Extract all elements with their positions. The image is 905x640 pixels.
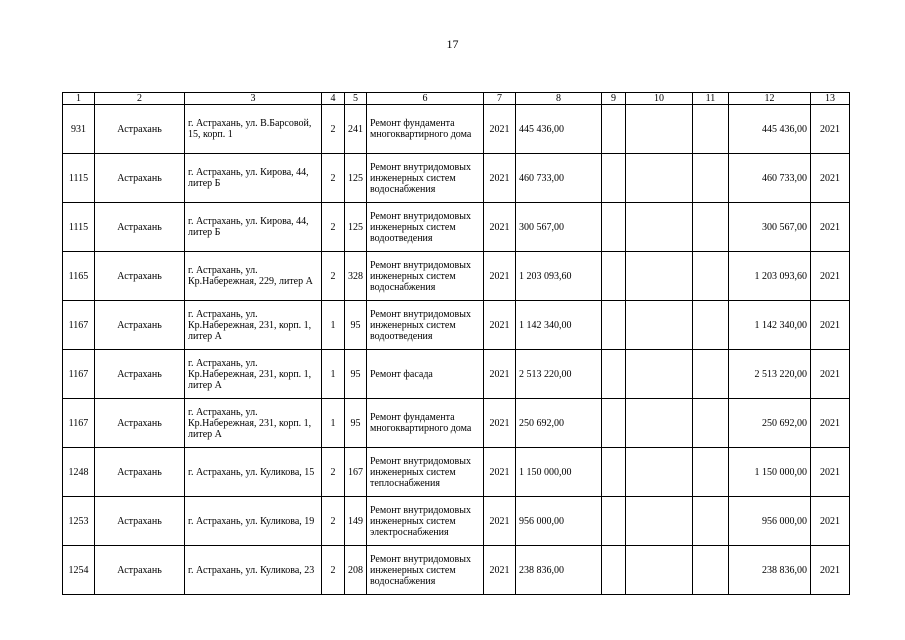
year-cell: 2021 (484, 154, 516, 203)
row-number-cell: 1167 (63, 399, 95, 448)
col-11-cell (693, 301, 729, 350)
cost-cell: 445 436,00 (516, 105, 602, 154)
table-row (63, 252, 850, 301)
col-10-cell (626, 154, 693, 203)
area-cell: 125 (345, 154, 367, 203)
address-cell: г. Астрахань, ул. Кр.Набережная, 229, литер А (185, 252, 322, 301)
city-cell: Астрахань (95, 497, 185, 546)
table-row (63, 203, 850, 252)
floors-cell: 2 (322, 154, 345, 203)
fund-amount-cell: 1 142 340,00 (729, 301, 811, 350)
row-number-cell: 1253 (63, 497, 95, 546)
end-year-cell: 2021 (811, 546, 850, 595)
year-cell: 2021 (484, 399, 516, 448)
end-year-cell: 2021 (811, 154, 850, 203)
row-number-cell: 1165 (63, 252, 95, 301)
table-row (63, 350, 850, 399)
area-cell: 95 (345, 301, 367, 350)
col-9-cell (602, 154, 626, 203)
col-10-cell (626, 399, 693, 448)
city-cell: Астрахань (95, 203, 185, 252)
year-cell: 2021 (484, 301, 516, 350)
col-9-cell (602, 448, 626, 497)
column-header: 6 (367, 93, 484, 105)
col-11-cell (693, 497, 729, 546)
cost-cell: 300 567,00 (516, 203, 602, 252)
column-header: 2 (95, 93, 185, 105)
col-10-cell (626, 448, 693, 497)
area-cell: 208 (345, 546, 367, 595)
cost-cell: 250 692,00 (516, 399, 602, 448)
work-type-cell: Ремонт фундамента многоквартирного дома (367, 105, 484, 154)
floors-cell: 2 (322, 497, 345, 546)
work-type-cell: Ремонт внутридомовых инженерных систем водоснабжения (367, 546, 484, 595)
cost-cell: 1 142 340,00 (516, 301, 602, 350)
row-number-cell: 1254 (63, 546, 95, 595)
fund-amount-cell: 300 567,00 (729, 203, 811, 252)
end-year-cell: 2021 (811, 252, 850, 301)
row-number-cell: 1167 (63, 301, 95, 350)
column-header: 5 (345, 93, 367, 105)
page-number: 17 (446, 37, 459, 51)
column-header: 8 (516, 93, 602, 105)
row-number-cell: 1115 (63, 203, 95, 252)
cost-cell: 1 150 000,00 (516, 448, 602, 497)
year-cell: 2021 (484, 105, 516, 154)
end-year-cell: 2021 (811, 350, 850, 399)
col-11-cell (693, 203, 729, 252)
row-number-cell: 1248 (63, 448, 95, 497)
floors-cell: 2 (322, 448, 345, 497)
col-9-cell (602, 350, 626, 399)
area-cell: 95 (345, 350, 367, 399)
col-10-cell (626, 301, 693, 350)
column-header: 3 (185, 93, 322, 105)
column-header: 1 (63, 93, 95, 105)
cost-cell: 2 513 220,00 (516, 350, 602, 399)
column-header: 12 (729, 93, 811, 105)
floors-cell: 2 (322, 546, 345, 595)
column-header: 4 (322, 93, 345, 105)
address-cell: г. Астрахань, ул. Кр.Набережная, 231, корп. 1, литер А (185, 350, 322, 399)
end-year-cell: 2021 (811, 497, 850, 546)
fund-amount-cell: 2 513 220,00 (729, 350, 811, 399)
end-year-cell: 2021 (811, 203, 850, 252)
cost-cell: 238 836,00 (516, 546, 602, 595)
col-11-cell (693, 448, 729, 497)
work-type-cell: Ремонт внутридомовых инженерных систем водоснабжения (367, 252, 484, 301)
col-10-cell (626, 203, 693, 252)
table-row (63, 399, 850, 448)
cost-cell: 460 733,00 (516, 154, 602, 203)
work-type-cell: Ремонт внутридомовых инженерных систем электроснабжения (367, 497, 484, 546)
city-cell: Астрахань (95, 154, 185, 203)
address-cell: г. Астрахань, ул. Куликова, 23 (185, 546, 322, 595)
column-header: 9 (602, 93, 626, 105)
address-cell: г. Астрахань, ул. Кр.Набережная, 231, корп. 1, литер А (185, 301, 322, 350)
table-row (63, 448, 850, 497)
work-type-cell: Ремонт внутридомовых инженерных систем водоотведения (367, 203, 484, 252)
end-year-cell: 2021 (811, 301, 850, 350)
table-row (63, 154, 850, 203)
area-cell: 95 (345, 399, 367, 448)
area-cell: 241 (345, 105, 367, 154)
row-number-cell: 1167 (63, 350, 95, 399)
col-9-cell (602, 497, 626, 546)
fund-amount-cell: 445 436,00 (729, 105, 811, 154)
address-cell: г. Астрахань, ул. В.Барсовой, 15, корп. 1 (185, 105, 322, 154)
col-10-cell (626, 105, 693, 154)
col-11-cell (693, 105, 729, 154)
address-cell: г. Астрахань, ул. Кирова, 44, литер Б (185, 203, 322, 252)
city-cell: Астрахань (95, 105, 185, 154)
table-row (63, 301, 850, 350)
address-cell: г. Астрахань, ул. Куликова, 19 (185, 497, 322, 546)
col-9-cell (602, 301, 626, 350)
work-type-cell: Ремонт фасада (367, 350, 484, 399)
year-cell: 2021 (484, 497, 516, 546)
fund-amount-cell: 1 150 000,00 (729, 448, 811, 497)
fund-amount-cell: 1 203 093,60 (729, 252, 811, 301)
col-11-cell (693, 350, 729, 399)
table-row (63, 105, 850, 154)
city-cell: Астрахань (95, 399, 185, 448)
city-cell: Астрахань (95, 546, 185, 595)
city-cell: Астрахань (95, 448, 185, 497)
fund-amount-cell: 460 733,00 (729, 154, 811, 203)
address-cell: г. Астрахань, ул. Кирова, 44, литер Б (185, 154, 322, 203)
year-cell: 2021 (484, 546, 516, 595)
area-cell: 167 (345, 448, 367, 497)
address-cell: г. Астрахань, ул. Куликова, 15 (185, 448, 322, 497)
col-9-cell (602, 252, 626, 301)
end-year-cell: 2021 (811, 399, 850, 448)
column-header: 10 (626, 93, 693, 105)
table-row (63, 497, 850, 546)
column-header: 7 (484, 93, 516, 105)
col-10-cell (626, 350, 693, 399)
col-10-cell (626, 546, 693, 595)
address-cell: г. Астрахань, ул. Кр.Набережная, 231, корп. 1, литер А (185, 399, 322, 448)
floors-cell: 2 (322, 203, 345, 252)
year-cell: 2021 (484, 252, 516, 301)
area-cell: 328 (345, 252, 367, 301)
area-cell: 125 (345, 203, 367, 252)
column-header: 13 (811, 93, 850, 105)
col-9-cell (602, 546, 626, 595)
city-cell: Астрахань (95, 301, 185, 350)
col-11-cell (693, 154, 729, 203)
end-year-cell: 2021 (811, 105, 850, 154)
col-10-cell (626, 252, 693, 301)
end-year-cell: 2021 (811, 448, 850, 497)
fund-amount-cell: 238 836,00 (729, 546, 811, 595)
row-number-cell: 1115 (63, 154, 95, 203)
cost-cell: 956 000,00 (516, 497, 602, 546)
floors-cell: 2 (322, 105, 345, 154)
column-header: 11 (693, 93, 729, 105)
work-type-cell: Ремонт внутридомовых инженерных систем водоотведения (367, 301, 484, 350)
col-11-cell (693, 546, 729, 595)
row-number-cell: 931 (63, 105, 95, 154)
year-cell: 2021 (484, 448, 516, 497)
floors-cell: 1 (322, 399, 345, 448)
register-table (62, 92, 850, 595)
city-cell: Астрахань (95, 252, 185, 301)
year-cell: 2021 (484, 203, 516, 252)
col-9-cell (602, 105, 626, 154)
col-9-cell (602, 203, 626, 252)
col-10-cell (626, 497, 693, 546)
col-11-cell (693, 252, 729, 301)
floors-cell: 2 (322, 252, 345, 301)
column-number-row (63, 93, 850, 105)
floors-cell: 1 (322, 350, 345, 399)
work-type-cell: Ремонт фундамента многоквартирного дома (367, 399, 484, 448)
fund-amount-cell: 956 000,00 (729, 497, 811, 546)
col-9-cell (602, 399, 626, 448)
fund-amount-cell: 250 692,00 (729, 399, 811, 448)
cost-cell: 1 203 093,60 (516, 252, 602, 301)
col-11-cell (693, 399, 729, 448)
year-cell: 2021 (484, 350, 516, 399)
table-row (63, 546, 850, 595)
work-type-cell: Ремонт внутридомовых инженерных систем водоснабжения (367, 154, 484, 203)
area-cell: 149 (345, 497, 367, 546)
city-cell: Астрахань (95, 350, 185, 399)
work-type-cell: Ремонт внутридомовых инженерных систем теплоснабжения (367, 448, 484, 497)
floors-cell: 1 (322, 301, 345, 350)
